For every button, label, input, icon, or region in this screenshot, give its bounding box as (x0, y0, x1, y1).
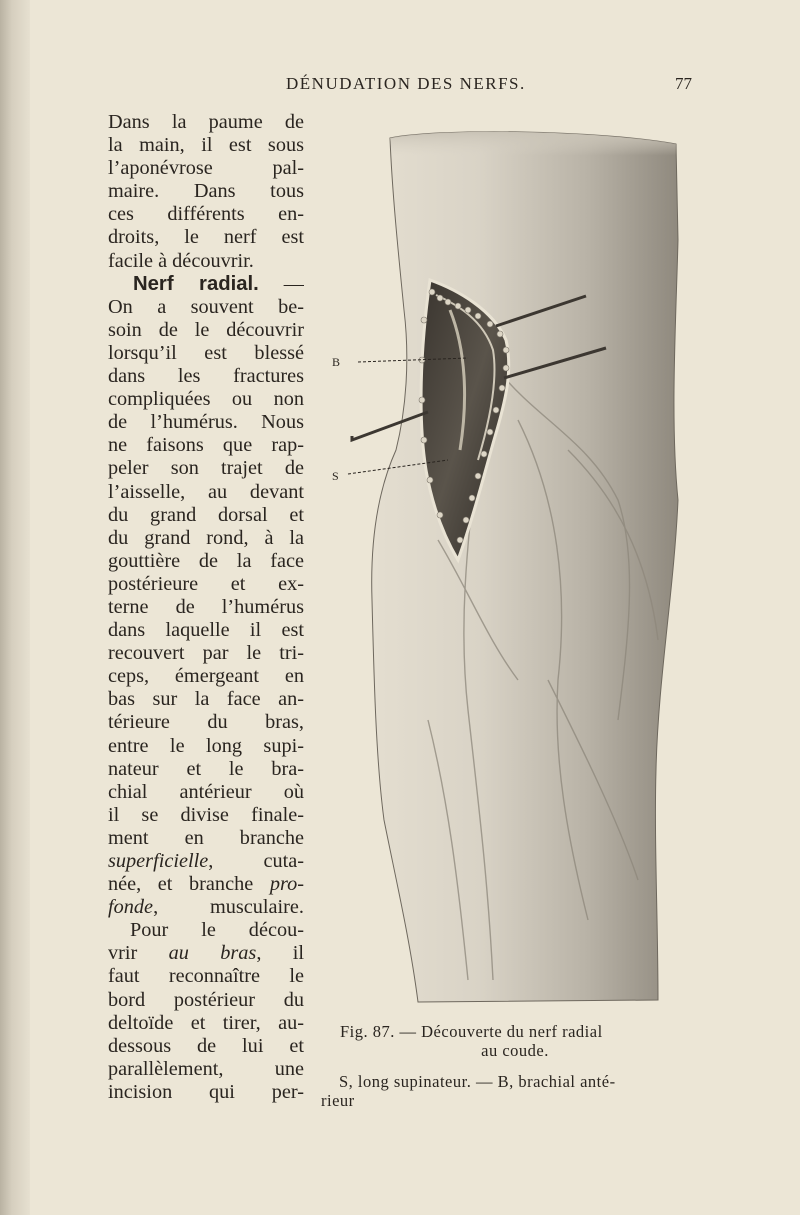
caption-line: Fig. 87. — Découverte du nerf radial (340, 1022, 603, 1041)
legend-line: rieur (321, 1091, 355, 1110)
text-line (108, 850, 304, 873)
text-line: térieure du bras, (108, 711, 304, 734)
italic-term-profonde-end: fonde (108, 896, 154, 919)
text-line: de l’humérus. Nous (108, 411, 304, 434)
italic-term-superficielle: superficielle (108, 850, 209, 872)
text-line: ne faisons que rap- (108, 434, 304, 457)
text-line: bas sur la face an- (108, 688, 304, 711)
text-line: dans les fractures (108, 365, 304, 388)
text-line: lorsqu’il est blessé (108, 341, 304, 364)
section-heading-line (108, 273, 304, 296)
text-line: dans laquelle il est (108, 619, 304, 642)
text-fragment: , musculaire. (153, 896, 304, 919)
italic-term-profonde-start: pro- (269, 873, 304, 896)
text-line: ment en branche (108, 826, 304, 849)
figure-label-b: B (332, 355, 341, 369)
text-line: Pour le décou- (130, 919, 304, 942)
figure-caption (340, 1022, 690, 1060)
text-line: deltoïde et tirer, au- (108, 1011, 304, 1034)
heading-dash: — (258, 272, 304, 295)
text-line: bord postérieur du (108, 988, 304, 1011)
text-line: Dans la paume de (108, 111, 304, 133)
legend-line: S, long supinateur. — B, brachial anté- (339, 1072, 616, 1091)
text-line: l’aponévrose pal- (108, 157, 304, 180)
text-line: faut reconnaître le (108, 965, 304, 988)
text-line: incision qui per- (108, 1080, 304, 1103)
text-line: On a souvent be- (108, 295, 304, 318)
text-line (108, 873, 304, 896)
text-line: soin de le découvrir (108, 318, 304, 341)
text-line: il se divise finale- (108, 803, 304, 826)
text-line: maire. Dans tous (108, 180, 304, 203)
running-header (0, 74, 800, 98)
text-line: terne de l’humérus (108, 595, 304, 618)
text-line: recouvert par le tri- (108, 642, 304, 665)
text-fragment: , il (256, 942, 304, 965)
text-line: l’aisselle, au devant (108, 480, 304, 503)
text-line (108, 942, 304, 965)
text-line: parallèlement, une (108, 1057, 304, 1080)
section-heading-nerf-radial: Nerf radial. (133, 272, 259, 295)
text-line: ces différents en- (108, 203, 304, 226)
anatomical-illustration-elbow (318, 120, 688, 1010)
text-line: entre le long supi- (108, 734, 304, 757)
figure-legend (321, 1072, 693, 1110)
text-line (108, 896, 304, 919)
text-line: du grand dorsal et (108, 503, 304, 526)
text-line: peler son trajet de (108, 457, 304, 480)
text-line: dessous de lui et (108, 1034, 304, 1057)
arm-silhouette (372, 132, 678, 1002)
text-line: compliquées ou non (108, 388, 304, 411)
running-title: DÉNUDATION DES NERFS. (286, 74, 526, 93)
text-line: postérieure et ex- (108, 572, 304, 595)
body-text-column (108, 111, 304, 1104)
text-fragment: , cuta- (208, 850, 304, 872)
page-gutter-shadow (0, 0, 30, 1215)
italic-term-au-bras: au bras (168, 942, 257, 965)
figure-label-s: S (332, 469, 339, 483)
text-line: chial antérieur où (108, 780, 304, 803)
text-line: droits, le nerf est (108, 226, 304, 249)
arm-shadow-top (390, 132, 678, 250)
text-line: du grand rond, à la (108, 526, 304, 549)
text-line: gouttière de la face (108, 549, 304, 572)
page-number: 77 (675, 74, 692, 93)
text-line: la main, il est sous (108, 134, 304, 157)
text-line: facile à découvrir. (108, 249, 254, 272)
caption-line: au coude. (481, 1041, 549, 1060)
text-line: nateur et le bra- (108, 757, 304, 780)
text-fragment: née, et branche (108, 873, 270, 896)
text-line: ceps, émergeant en (108, 665, 304, 688)
text-fragment: vrir (108, 942, 169, 965)
